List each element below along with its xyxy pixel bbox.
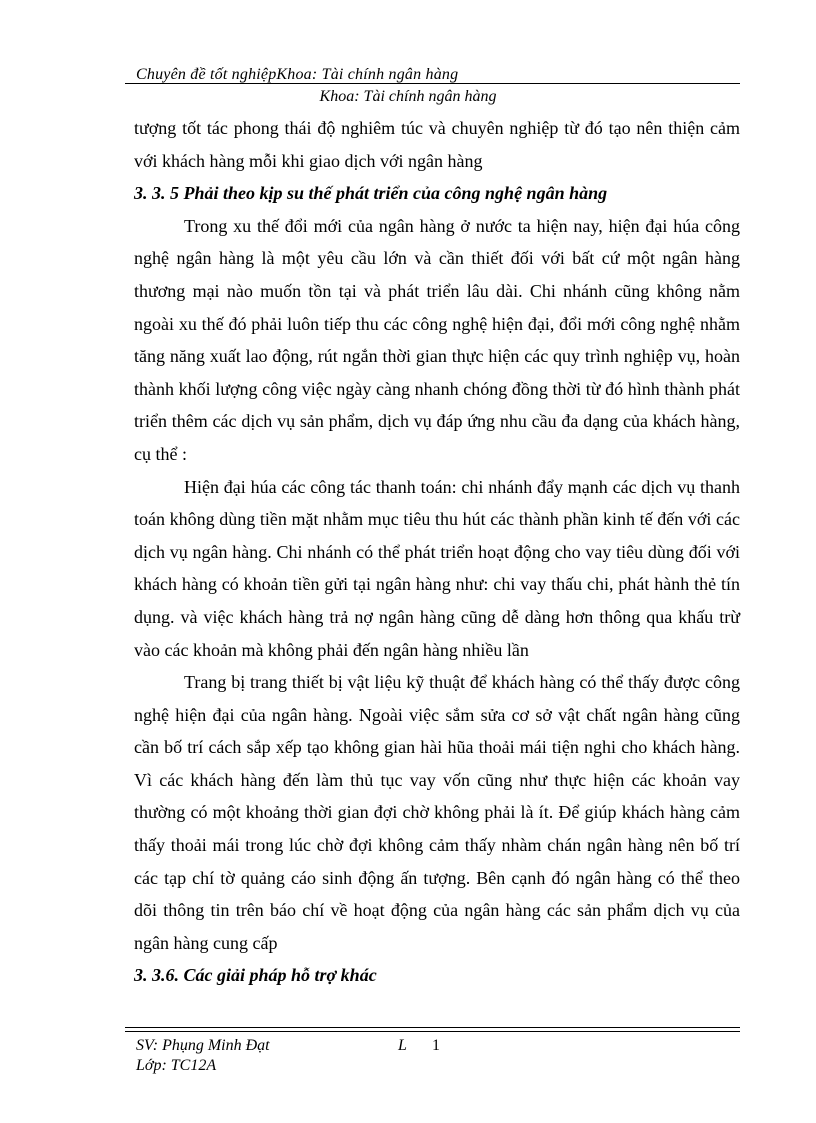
header-title: Chuyên đề tốt nghiệpKhoa: Tài chính ngân hàng bbox=[136, 66, 459, 83]
document-body bbox=[134, 112, 740, 992]
section-heading-3-3-6: 3. 3.6. Các giải pháp hỗ trợ khác bbox=[134, 965, 377, 986]
footer-rule bbox=[125, 1027, 740, 1032]
paragraph-equipment: Trang bị trang thiết bị vật liệu kỹ thuật để khách hàng có thể thấy được công nghệ hiện đại của ngân hàng. Ngoài việc sắm sửa cơ sở vật chất ngân hàng cũng cần bố trí cách sắp xếp tạo không gian hài hũa thoải mái tiện nghi cho khách hàng. Vì các khách hàng đến làm thủ tục vay vốn cũng như thực hiện các khoản vay thường có một khoảng thời gian đợi chờ không phải là ít. Để giúp khách hàng cảm thấy thoải mái trong lúc chờ đợi không cảm thấy nhàm chán ngân hàng nên bố trí các tạp chí tờ quảng cáo sinh động ấn tượng. Bên cạnh đó ngân hàng có thể theo dõi thông tin trên báo chí về hoạt động của ngân hàng các sản phẩm dịch vụ của ngân hàng cung cấp bbox=[134, 672, 740, 953]
paragraph-payment-modernization: Hiện đại húa các công tác thanh toán: chi nhánh đẩy mạnh các dịch vụ thanh toán không dùng tiền mặt nhằm mục tiêu thu hút các thành phần kinh tế đến với các dịch vụ ngân hàng. Chi nhánh có thể phát triển hoạt động cho vay tiêu dùng đối với khách hàng có khoản tiền gửi tại ngân hàng như: chi vay thấu chi, phát hành thẻ tín dụng. và việc khách hàng trả nợ ngân hàng cũng dễ dàng hơn thông qua khấu trừ vào các khoản mà không phải đến ngân hàng nhiều lần bbox=[134, 476, 740, 660]
footer-student-name: SV: Phụng Minh Đạt bbox=[136, 1037, 270, 1054]
header-faculty: Khoa: Tài chính ngân hàng bbox=[319, 88, 497, 105]
footer-letter: L bbox=[398, 1037, 407, 1054]
footer-class: Lớp: TC12A bbox=[136, 1057, 217, 1074]
paragraph-continued: tượng tốt tác phong thái độ nghiêm túc và chuyên nghiệp từ đó tạo nên thiện cảm với khách hàng mỗi khi giao dịch với ngân hàng bbox=[134, 118, 740, 171]
paragraph-technology-trend: Trong xu thế đổi mới của ngân hàng ở nước ta hiện nay, hiện đại húa công nghệ ngân hàng là một yêu cầu lớn và cần thiết đối với bất cứ một ngân hàng thương mại nào muốn tồn tại và phát triển lâu dài. Chi nhánh cũng không nằm ngoài xu thế đó phải luôn tiếp thu các công nghệ hiện đại, đổi mới công nghệ nhằm tăng năng xuất lao động, rút ngắn thời gian thực hiện các quy trình nghiệp vụ, hoàn thành khối lượng công việc ngày càng nhanh chóng đồng thời từ đó hình thành phát triển thêm các dịch vụ sản phẩm, dịch vụ đáp ứng nhu cầu đa dạng của khách hàng, cụ thể : bbox=[134, 215, 740, 464]
section-heading-3-3-5: 3. 3. 5 Phải theo kịp su thế phát triển của công nghệ ngân hàng bbox=[134, 183, 608, 204]
page-number: 1 bbox=[432, 1037, 440, 1054]
header-rule bbox=[125, 83, 740, 84]
